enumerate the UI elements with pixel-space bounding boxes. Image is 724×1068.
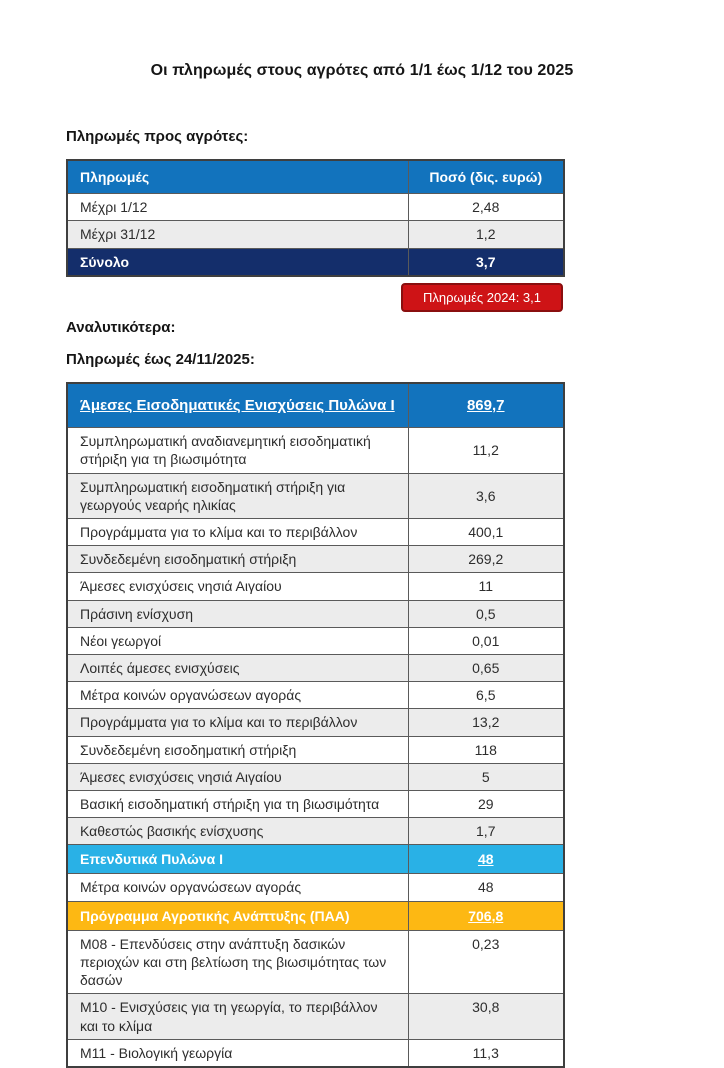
table-row bbox=[67, 736, 564, 763]
table-row bbox=[67, 682, 564, 709]
row-label: Μέτρα κοινών οργανώσεων αγοράς bbox=[67, 874, 408, 901]
row-value: 3,6 bbox=[408, 473, 564, 518]
row-label: Νέοι γεωργοί bbox=[67, 627, 408, 654]
row-value: 0,01 bbox=[408, 627, 564, 654]
row-label: Μέχρι 31/12 bbox=[67, 221, 408, 248]
detailed-table-body bbox=[67, 383, 564, 1067]
table-row bbox=[67, 428, 564, 473]
row-label: M08 - Επενδύσεις στην ανάπτυξη δασικών περιοχών και στη βελτίωση της βιωσιμότητας των δασών bbox=[67, 930, 408, 994]
row-label: Λοιπές άμεσες ενισχύσεις bbox=[67, 654, 408, 681]
row-value: 11,3 bbox=[408, 1039, 564, 1067]
row-label: Συνδεδεμένη εισοδηματική στήριξη bbox=[67, 736, 408, 763]
row-value: 118 bbox=[408, 736, 564, 763]
summary-table-body bbox=[67, 194, 564, 248]
payments-summary-table bbox=[66, 159, 565, 277]
row-value: 400,1 bbox=[408, 519, 564, 546]
badge-row bbox=[66, 283, 563, 312]
row-label: Μέχρι 1/12 bbox=[67, 194, 408, 221]
total-label: Σύνολο bbox=[67, 248, 408, 276]
row-label: Προγράμματα για το κλίμα και το περιβάλλον bbox=[67, 709, 408, 736]
table-row bbox=[67, 221, 564, 248]
table-row bbox=[67, 818, 564, 845]
row-label: Συνδεδεμένη εισοδηματική στήριξη bbox=[67, 546, 408, 573]
row-label: M10 - Ενισχύσεις για τη γεωργία, το περιβάλλον και το κλίμα bbox=[67, 994, 408, 1039]
paa-row bbox=[67, 901, 564, 930]
investment-row bbox=[67, 845, 564, 874]
row-label: M11 - Βιολογική γεωργία bbox=[67, 1039, 408, 1067]
pillar-row bbox=[67, 383, 564, 428]
table-row bbox=[67, 763, 564, 790]
row-value: 11 bbox=[408, 573, 564, 600]
row-value: 48 bbox=[408, 874, 564, 901]
row-label: Μέτρα κοινών οργανώσεων αγοράς bbox=[67, 682, 408, 709]
row-label: Βασική εισοδηματική στήριξη για τη βιωσιμότητα bbox=[67, 790, 408, 817]
row-label: Άμεσες ενισχύσεις νησιά Αιγαίου bbox=[67, 763, 408, 790]
total-value: 3,7 bbox=[408, 248, 564, 276]
row-label: Συμπληρωματική αναδιανεμητική εισοδηματική στήριξη για τη βιωσιμότητα bbox=[67, 428, 408, 473]
detailed-payments-table bbox=[66, 382, 565, 1068]
table-row bbox=[67, 546, 564, 573]
table-row bbox=[67, 627, 564, 654]
row-value: 2,48 bbox=[408, 194, 564, 221]
table-row bbox=[67, 519, 564, 546]
payments-2024-badge: Πληρωμές 2024: 3,1 bbox=[401, 283, 563, 312]
row-value: 706,8 bbox=[408, 901, 564, 930]
row-value: 30,8 bbox=[408, 994, 564, 1039]
row-value: 0,65 bbox=[408, 654, 564, 681]
row-value: 1,7 bbox=[408, 818, 564, 845]
row-label: Άμεσες Εισοδηματικές Ενισχύσεις Πυλώνα Ι bbox=[67, 383, 408, 428]
summary-header-row bbox=[67, 160, 564, 194]
row-value: 29 bbox=[408, 790, 564, 817]
section-subheading-date: Πληρωμές έως 24/11/2025: bbox=[66, 350, 255, 368]
row-label: Πράσινη ενίσχυση bbox=[67, 600, 408, 627]
table-row bbox=[67, 654, 564, 681]
table-row bbox=[67, 874, 564, 901]
row-label: Καθεστώς βασικής ενίσχυσης bbox=[67, 818, 408, 845]
total-row bbox=[67, 248, 564, 276]
table-row bbox=[67, 194, 564, 221]
row-value: 48 bbox=[408, 845, 564, 874]
column-header-amount: Ποσό (δις. ευρώ) bbox=[408, 160, 564, 194]
table-row bbox=[67, 930, 564, 994]
row-value: 269,2 bbox=[408, 546, 564, 573]
row-label: Άμεσες ενισχύσεις νησιά Αιγαίου bbox=[67, 573, 408, 600]
row-value: 869,7 bbox=[408, 383, 564, 428]
table-row bbox=[67, 573, 564, 600]
row-value: 5 bbox=[408, 763, 564, 790]
row-label: Συμπληρωματική εισοδηματική στήριξη για γεωργούς νεαρής ηλικίας bbox=[67, 473, 408, 518]
row-value: 0,5 bbox=[408, 600, 564, 627]
column-header-payments: Πληρωμές bbox=[67, 160, 408, 194]
table-row bbox=[67, 709, 564, 736]
table-row bbox=[67, 600, 564, 627]
table-row bbox=[67, 1039, 564, 1067]
table-row bbox=[67, 473, 564, 518]
row-label: Επενδυτικά Πυλώνα Ι bbox=[67, 845, 408, 874]
row-value: 0,23 bbox=[408, 930, 564, 994]
row-label: Προγράμματα για το κλίμα και το περιβάλλον bbox=[67, 519, 408, 546]
page-title: Οι πληρωμές στους αγρότες από 1/1 έως 1/12 του 2025 bbox=[150, 62, 574, 79]
row-value: 13,2 bbox=[408, 709, 564, 736]
table-row bbox=[67, 994, 564, 1039]
row-label: Πρόγραμμα Αγροτικής Ανάπτυξης (ΠΑΑ) bbox=[67, 901, 408, 930]
row-value: 11,2 bbox=[408, 428, 564, 473]
table-row bbox=[67, 790, 564, 817]
section-heading-details: Αναλυτικότερα: bbox=[66, 318, 176, 336]
row-value: 1,2 bbox=[408, 221, 564, 248]
row-value: 6,5 bbox=[408, 682, 564, 709]
section-heading-payments: Πληρωμές προς αγρότες: bbox=[66, 128, 249, 145]
